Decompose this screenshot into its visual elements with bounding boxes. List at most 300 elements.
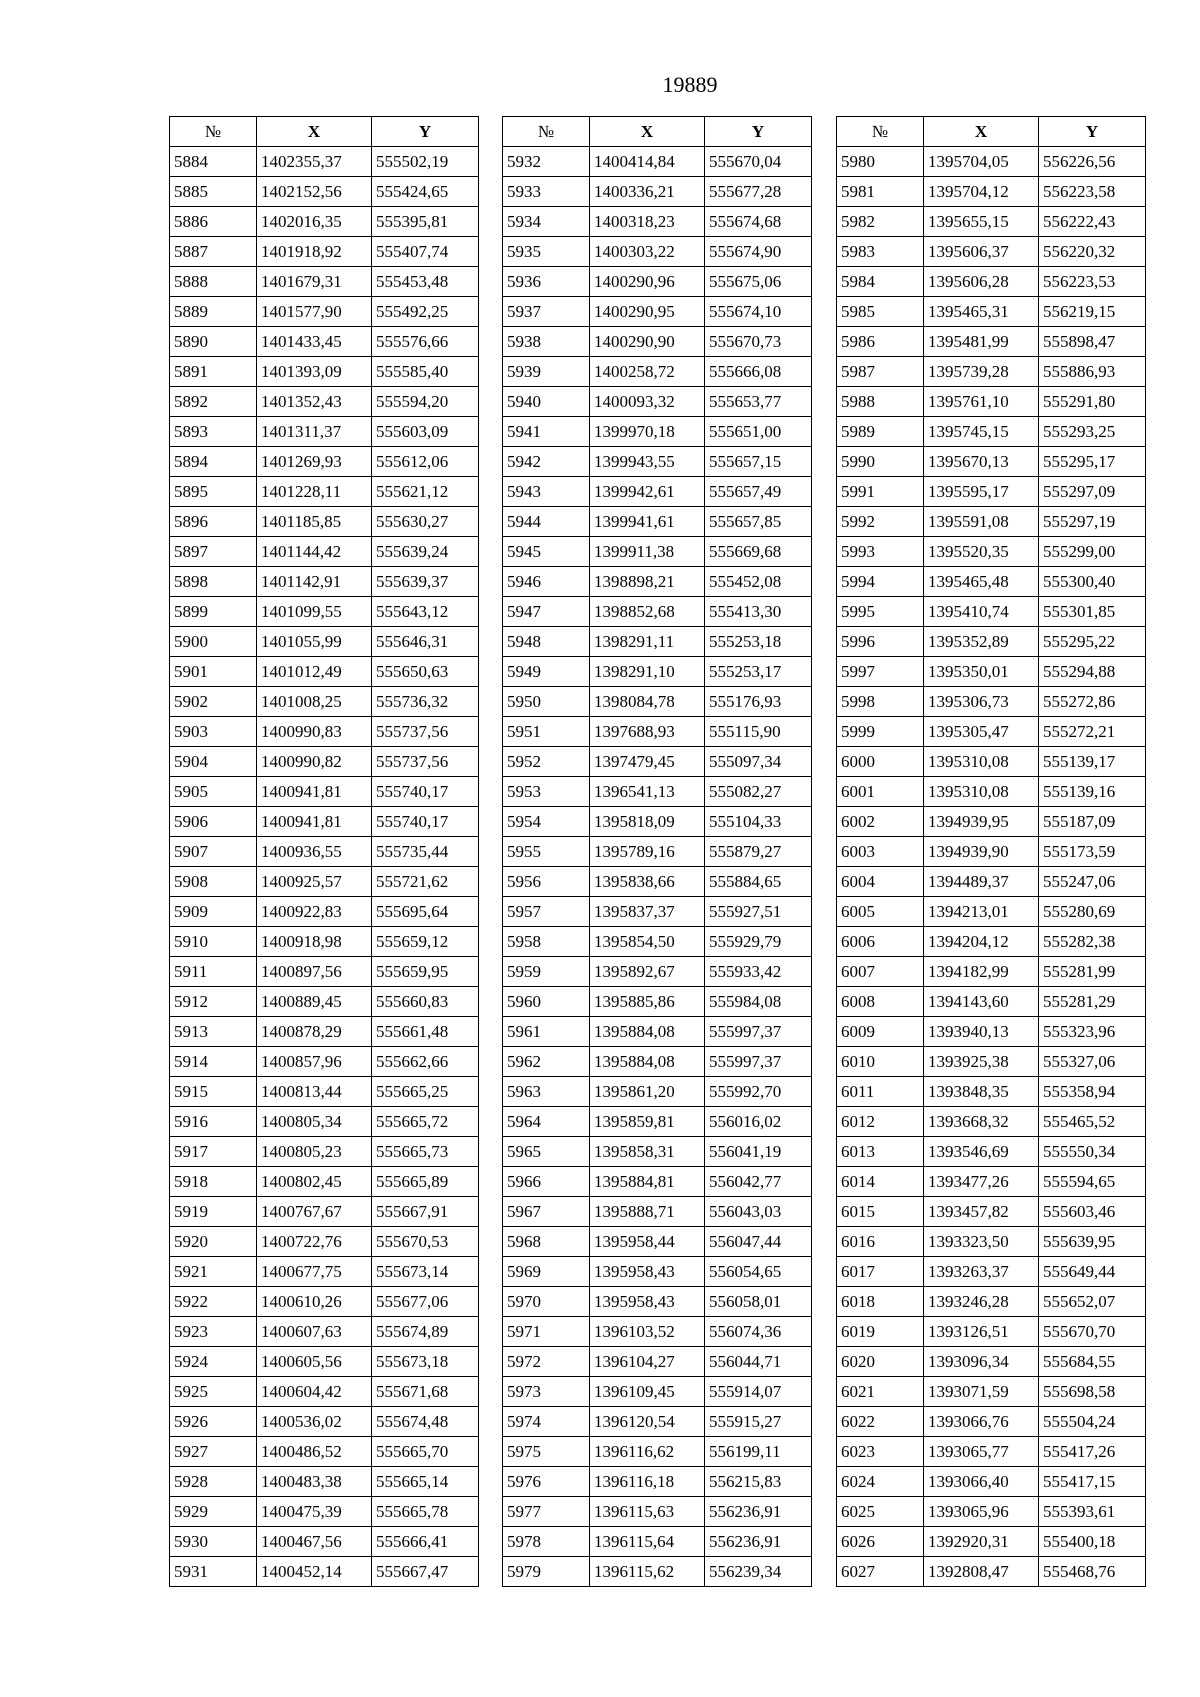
y-coordinate-cell: 555933,42: [705, 957, 812, 987]
table-body: [503, 147, 812, 1587]
table-row: [503, 1497, 812, 1527]
header-number: №: [503, 117, 590, 147]
x-coordinate-cell: 1395958,43: [590, 1257, 705, 1287]
y-coordinate-cell: 555651,00: [705, 417, 812, 447]
x-coordinate-cell: 1396115,63: [590, 1497, 705, 1527]
x-coordinate-cell: 1396116,18: [590, 1467, 705, 1497]
point-number-cell: 5946: [503, 567, 590, 597]
table-row: [503, 1557, 812, 1587]
table-row: [503, 1377, 812, 1407]
point-number-cell: 6012: [837, 1107, 924, 1137]
header-number: №: [170, 117, 257, 147]
x-coordinate-cell: 1397479,45: [590, 747, 705, 777]
table-row: [503, 897, 812, 927]
point-number-cell: 5954: [503, 807, 590, 837]
table-row: [503, 747, 812, 777]
x-coordinate-cell: 1395854,50: [590, 927, 705, 957]
table-row: [503, 537, 812, 567]
x-coordinate-cell: 1396541,13: [590, 777, 705, 807]
table-row: [837, 1047, 1146, 1077]
x-coordinate-cell: 1395838,66: [590, 867, 705, 897]
table-row: [170, 627, 479, 657]
x-coordinate-cell: 1400290,96: [590, 267, 705, 297]
table-row: [837, 1017, 1146, 1047]
point-number-cell: 6022: [837, 1407, 924, 1437]
point-number-cell: 5994: [837, 567, 924, 597]
point-number-cell: 5972: [503, 1347, 590, 1377]
table-row: [170, 957, 479, 987]
x-coordinate-cell: 1400475,39: [257, 1497, 372, 1527]
y-coordinate-cell: 555173,59: [1039, 837, 1146, 867]
table-row: [170, 1437, 479, 1467]
table-row: [503, 1437, 812, 1467]
x-coordinate-cell: 1401352,43: [257, 387, 372, 417]
y-coordinate-cell: 555603,46: [1039, 1197, 1146, 1227]
x-coordinate-cell: 1393071,59: [924, 1377, 1039, 1407]
y-coordinate-cell: 555453,48: [372, 267, 479, 297]
point-number-cell: 5949: [503, 657, 590, 687]
table-row: [837, 207, 1146, 237]
y-coordinate-cell: 555675,06: [705, 267, 812, 297]
x-coordinate-cell: 1399970,18: [590, 417, 705, 447]
point-number-cell: 6001: [837, 777, 924, 807]
y-coordinate-cell: 555886,93: [1039, 357, 1146, 387]
point-number-cell: 5890: [170, 327, 257, 357]
coordinates-table-3: [836, 116, 1146, 1587]
x-coordinate-cell: 1401055,99: [257, 627, 372, 657]
coordinates-table-2: [502, 116, 812, 1587]
x-coordinate-cell: 1395350,01: [924, 657, 1039, 687]
point-number-cell: 5907: [170, 837, 257, 867]
table-row: [503, 567, 812, 597]
point-number-cell: 5981: [837, 177, 924, 207]
x-coordinate-cell: 1393477,26: [924, 1167, 1039, 1197]
y-coordinate-cell: 556042,77: [705, 1167, 812, 1197]
x-coordinate-cell: 1395958,44: [590, 1227, 705, 1257]
table-body: [170, 147, 479, 1587]
table-row: [170, 687, 479, 717]
table-row: [503, 297, 812, 327]
x-coordinate-cell: 1401144,42: [257, 537, 372, 567]
y-coordinate-cell: 555272,86: [1039, 687, 1146, 717]
y-coordinate-cell: 555659,12: [372, 927, 479, 957]
point-number-cell: 5999: [837, 717, 924, 747]
table-row: [503, 807, 812, 837]
x-coordinate-cell: 1400290,90: [590, 327, 705, 357]
point-number-cell: 6011: [837, 1077, 924, 1107]
y-coordinate-cell: 555898,47: [1039, 327, 1146, 357]
x-coordinate-cell: 1400802,45: [257, 1167, 372, 1197]
point-number-cell: 5911: [170, 957, 257, 987]
point-number-cell: 5923: [170, 1317, 257, 1347]
y-coordinate-cell: 555670,53: [372, 1227, 479, 1257]
table-row: [837, 837, 1146, 867]
point-number-cell: 5934: [503, 207, 590, 237]
y-coordinate-cell: 555630,27: [372, 507, 479, 537]
table-row: [503, 1257, 812, 1287]
table-header-row: [503, 117, 812, 147]
point-number-cell: 5892: [170, 387, 257, 417]
point-number-cell: 5986: [837, 327, 924, 357]
table-row: [170, 237, 479, 267]
point-number-cell: 6018: [837, 1287, 924, 1317]
x-coordinate-cell: 1400677,75: [257, 1257, 372, 1287]
x-coordinate-cell: 1395888,71: [590, 1197, 705, 1227]
point-number-cell: 5914: [170, 1047, 257, 1077]
table-row: [170, 267, 479, 297]
table-row: [503, 147, 812, 177]
y-coordinate-cell: 555393,61: [1039, 1497, 1146, 1527]
point-number-cell: 5947: [503, 597, 590, 627]
x-coordinate-cell: 1395465,31: [924, 297, 1039, 327]
y-coordinate-cell: 555669,68: [705, 537, 812, 567]
point-number-cell: 6023: [837, 1437, 924, 1467]
y-coordinate-cell: 555358,94: [1039, 1077, 1146, 1107]
x-coordinate-cell: 1394204,12: [924, 927, 1039, 957]
point-number-cell: 5992: [837, 507, 924, 537]
table-row: [170, 1257, 479, 1287]
point-number-cell: 5996: [837, 627, 924, 657]
x-coordinate-cell: 1401012,49: [257, 657, 372, 687]
x-coordinate-cell: 1399942,61: [590, 477, 705, 507]
table-row: [503, 267, 812, 297]
x-coordinate-cell: 1395745,15: [924, 417, 1039, 447]
x-coordinate-cell: 1400805,23: [257, 1137, 372, 1167]
x-coordinate-cell: 1396104,27: [590, 1347, 705, 1377]
point-number-cell: 5896: [170, 507, 257, 537]
x-coordinate-cell: 1395884,81: [590, 1167, 705, 1197]
table-row: [837, 1437, 1146, 1467]
point-number-cell: 5965: [503, 1137, 590, 1167]
point-number-cell: 5921: [170, 1257, 257, 1287]
y-coordinate-cell: 556236,91: [705, 1527, 812, 1557]
point-number-cell: 5985: [837, 297, 924, 327]
y-coordinate-cell: 555281,99: [1039, 957, 1146, 987]
point-number-cell: 5935: [503, 237, 590, 267]
header-y: Y: [1039, 117, 1146, 147]
table-row: [170, 147, 479, 177]
point-number-cell: 5913: [170, 1017, 257, 1047]
point-number-cell: 5919: [170, 1197, 257, 1227]
x-coordinate-cell: 1393848,35: [924, 1077, 1039, 1107]
table-row: [837, 177, 1146, 207]
x-coordinate-cell: 1395739,28: [924, 357, 1039, 387]
table-row: [170, 537, 479, 567]
point-number-cell: 5943: [503, 477, 590, 507]
point-number-cell: 5894: [170, 447, 257, 477]
table-row: [170, 387, 479, 417]
x-coordinate-cell: 1395410,74: [924, 597, 1039, 627]
x-coordinate-cell: 1396120,54: [590, 1407, 705, 1437]
table-row: [503, 207, 812, 237]
point-number-cell: 5970: [503, 1287, 590, 1317]
table-row: [170, 1347, 479, 1377]
table-row: [170, 327, 479, 357]
table-row: [503, 387, 812, 417]
x-coordinate-cell: 1400536,02: [257, 1407, 372, 1437]
x-coordinate-cell: 1395818,09: [590, 807, 705, 837]
point-number-cell: 5903: [170, 717, 257, 747]
y-coordinate-cell: 556223,53: [1039, 267, 1146, 297]
x-coordinate-cell: 1401311,37: [257, 417, 372, 447]
table-row: [503, 1317, 812, 1347]
table-row: [503, 1167, 812, 1197]
point-number-cell: 5989: [837, 417, 924, 447]
table-row: [170, 177, 479, 207]
x-coordinate-cell: 1398291,11: [590, 627, 705, 657]
x-coordinate-cell: 1394213,01: [924, 897, 1039, 927]
table-row: [503, 597, 812, 627]
table-row: [503, 987, 812, 1017]
x-coordinate-cell: 1398852,68: [590, 597, 705, 627]
x-coordinate-cell: 1401393,09: [257, 357, 372, 387]
table-row: [170, 597, 479, 627]
point-number-cell: 5984: [837, 267, 924, 297]
y-coordinate-cell: 556044,71: [705, 1347, 812, 1377]
point-number-cell: 5899: [170, 597, 257, 627]
x-coordinate-cell: 1395858,31: [590, 1137, 705, 1167]
table-row: [503, 237, 812, 267]
point-number-cell: 5909: [170, 897, 257, 927]
y-coordinate-cell: 555282,38: [1039, 927, 1146, 957]
point-number-cell: 6016: [837, 1227, 924, 1257]
y-coordinate-cell: 555187,09: [1039, 807, 1146, 837]
x-coordinate-cell: 1400922,83: [257, 897, 372, 927]
y-coordinate-cell: 556236,91: [705, 1497, 812, 1527]
table-header-row: [837, 117, 1146, 147]
point-number-cell: 5924: [170, 1347, 257, 1377]
y-coordinate-cell: 555670,70: [1039, 1317, 1146, 1347]
y-coordinate-cell: 555465,52: [1039, 1107, 1146, 1137]
point-number-cell: 5938: [503, 327, 590, 357]
x-coordinate-cell: 1394182,99: [924, 957, 1039, 987]
table-row: [170, 1047, 479, 1077]
y-coordinate-cell: 555884,65: [705, 867, 812, 897]
x-coordinate-cell: 1395481,99: [924, 327, 1039, 357]
point-number-cell: 5980: [837, 147, 924, 177]
point-number-cell: 5922: [170, 1287, 257, 1317]
y-coordinate-cell: 555424,65: [372, 177, 479, 207]
table-row: [837, 927, 1146, 957]
x-coordinate-cell: 1401228,11: [257, 477, 372, 507]
x-coordinate-cell: 1400258,72: [590, 357, 705, 387]
y-coordinate-cell: 555139,17: [1039, 747, 1146, 777]
x-coordinate-cell: 1400483,38: [257, 1467, 372, 1497]
point-number-cell: 5983: [837, 237, 924, 267]
x-coordinate-cell: 1396109,45: [590, 1377, 705, 1407]
x-coordinate-cell: 1398898,21: [590, 567, 705, 597]
point-number-cell: 5931: [170, 1557, 257, 1587]
table-row: [837, 1407, 1146, 1437]
y-coordinate-cell: 555879,27: [705, 837, 812, 867]
table-row: [170, 417, 479, 447]
point-number-cell: 5904: [170, 747, 257, 777]
x-coordinate-cell: 1400918,98: [257, 927, 372, 957]
x-coordinate-cell: 1395591,08: [924, 507, 1039, 537]
y-coordinate-cell: 555097,34: [705, 747, 812, 777]
table-row: [837, 357, 1146, 387]
table-row: [503, 357, 812, 387]
y-coordinate-cell: 555735,44: [372, 837, 479, 867]
point-number-cell: 5916: [170, 1107, 257, 1137]
y-coordinate-cell: 555666,08: [705, 357, 812, 387]
table-row: [837, 1107, 1146, 1137]
table-row: [170, 1317, 479, 1347]
table-row: [837, 597, 1146, 627]
point-number-cell: 5895: [170, 477, 257, 507]
table-row: [503, 1287, 812, 1317]
table-row: [170, 1137, 479, 1167]
point-number-cell: 5974: [503, 1407, 590, 1437]
table-row: [837, 237, 1146, 267]
y-coordinate-cell: 555299,00: [1039, 537, 1146, 567]
x-coordinate-cell: 1395606,37: [924, 237, 1039, 267]
y-coordinate-cell: 555400,18: [1039, 1527, 1146, 1557]
table-row: [503, 1527, 812, 1557]
x-coordinate-cell: 1400813,44: [257, 1077, 372, 1107]
y-coordinate-cell: 555665,72: [372, 1107, 479, 1137]
y-coordinate-cell: 555927,51: [705, 897, 812, 927]
point-number-cell: 5888: [170, 267, 257, 297]
y-coordinate-cell: 556043,03: [705, 1197, 812, 1227]
point-number-cell: 5953: [503, 777, 590, 807]
x-coordinate-cell: 1395310,08: [924, 777, 1039, 807]
point-number-cell: 5967: [503, 1197, 590, 1227]
table-row: [837, 747, 1146, 777]
table-row: [837, 537, 1146, 567]
y-coordinate-cell: 556239,34: [705, 1557, 812, 1587]
y-coordinate-cell: 555504,24: [1039, 1407, 1146, 1437]
y-coordinate-cell: 555665,73: [372, 1137, 479, 1167]
x-coordinate-cell: 1400941,81: [257, 777, 372, 807]
table-row: [503, 777, 812, 807]
y-coordinate-cell: 555291,80: [1039, 387, 1146, 417]
table-row: [170, 807, 479, 837]
y-coordinate-cell: 555502,19: [372, 147, 479, 177]
point-number-cell: 6025: [837, 1497, 924, 1527]
y-coordinate-cell: 555407,74: [372, 237, 479, 267]
point-number-cell: 5897: [170, 537, 257, 567]
table-row: [503, 867, 812, 897]
x-coordinate-cell: 1393246,28: [924, 1287, 1039, 1317]
table-row: [503, 417, 812, 447]
point-number-cell: 5990: [837, 447, 924, 477]
x-coordinate-cell: 1394939,90: [924, 837, 1039, 867]
point-number-cell: 5969: [503, 1257, 590, 1287]
x-coordinate-cell: 1395306,73: [924, 687, 1039, 717]
table-row: [837, 1197, 1146, 1227]
point-number-cell: 5928: [170, 1467, 257, 1497]
y-coordinate-cell: 555677,28: [705, 177, 812, 207]
table-header-row: [170, 117, 479, 147]
x-coordinate-cell: 1400303,22: [590, 237, 705, 267]
table-row: [837, 987, 1146, 1017]
point-number-cell: 6006: [837, 927, 924, 957]
y-coordinate-cell: 555492,25: [372, 297, 479, 327]
table-row: [170, 1467, 479, 1497]
y-coordinate-cell: 555295,22: [1039, 627, 1146, 657]
x-coordinate-cell: 1400990,83: [257, 717, 372, 747]
x-coordinate-cell: 1399911,38: [590, 537, 705, 567]
table-row: [837, 867, 1146, 897]
y-coordinate-cell: 555646,31: [372, 627, 479, 657]
x-coordinate-cell: 1400610,26: [257, 1287, 372, 1317]
x-coordinate-cell: 1401433,45: [257, 327, 372, 357]
x-coordinate-cell: 1400897,56: [257, 957, 372, 987]
x-coordinate-cell: 1400990,82: [257, 747, 372, 777]
y-coordinate-cell: 555657,15: [705, 447, 812, 477]
y-coordinate-cell: 556041,19: [705, 1137, 812, 1167]
point-number-cell: 5901: [170, 657, 257, 687]
point-number-cell: 5976: [503, 1467, 590, 1497]
point-number-cell: 5939: [503, 357, 590, 387]
x-coordinate-cell: 1393126,51: [924, 1317, 1039, 1347]
point-number-cell: 5929: [170, 1497, 257, 1527]
x-coordinate-cell: 1400722,76: [257, 1227, 372, 1257]
point-number-cell: 5998: [837, 687, 924, 717]
x-coordinate-cell: 1400093,32: [590, 387, 705, 417]
point-number-cell: 5937: [503, 297, 590, 327]
y-coordinate-cell: 555674,68: [705, 207, 812, 237]
table-row: [503, 1347, 812, 1377]
coordinates-table-1: [169, 116, 479, 1587]
table-row: [503, 447, 812, 477]
point-number-cell: 5886: [170, 207, 257, 237]
table-row: [503, 957, 812, 987]
y-coordinate-cell: 555929,79: [705, 927, 812, 957]
table-row: [837, 627, 1146, 657]
x-coordinate-cell: 1392808,47: [924, 1557, 1039, 1587]
point-number-cell: 5979: [503, 1557, 590, 1587]
y-coordinate-cell: 555300,40: [1039, 567, 1146, 597]
table-row: [170, 1077, 479, 1107]
y-coordinate-cell: 555621,12: [372, 477, 479, 507]
x-coordinate-cell: 1393457,82: [924, 1197, 1039, 1227]
table-row: [837, 1287, 1146, 1317]
table-row: [503, 627, 812, 657]
table-row: [170, 1017, 479, 1047]
x-coordinate-cell: 1393940,13: [924, 1017, 1039, 1047]
y-coordinate-cell: 555417,26: [1039, 1437, 1146, 1467]
y-coordinate-cell: 555413,30: [705, 597, 812, 627]
point-number-cell: 5995: [837, 597, 924, 627]
y-coordinate-cell: 555665,25: [372, 1077, 479, 1107]
table-row: [170, 567, 479, 597]
y-coordinate-cell: 555674,89: [372, 1317, 479, 1347]
y-coordinate-cell: 555294,88: [1039, 657, 1146, 687]
y-coordinate-cell: 555327,06: [1039, 1047, 1146, 1077]
header-x: X: [924, 117, 1039, 147]
y-coordinate-cell: 555698,58: [1039, 1377, 1146, 1407]
x-coordinate-cell: 1393065,96: [924, 1497, 1039, 1527]
table-row: [170, 1497, 479, 1527]
y-coordinate-cell: 555659,95: [372, 957, 479, 987]
x-coordinate-cell: 1400318,23: [590, 207, 705, 237]
point-number-cell: 6000: [837, 747, 924, 777]
y-coordinate-cell: 555740,17: [372, 807, 479, 837]
table-row: [837, 657, 1146, 687]
x-coordinate-cell: 1400767,67: [257, 1197, 372, 1227]
y-coordinate-cell: 556222,43: [1039, 207, 1146, 237]
x-coordinate-cell: 1393263,37: [924, 1257, 1039, 1287]
point-number-cell: 5925: [170, 1377, 257, 1407]
table-row: [837, 447, 1146, 477]
x-coordinate-cell: 1398084,78: [590, 687, 705, 717]
y-coordinate-cell: 555915,27: [705, 1407, 812, 1437]
table-row: [503, 177, 812, 207]
y-coordinate-cell: 555674,10: [705, 297, 812, 327]
x-coordinate-cell: 1396115,64: [590, 1527, 705, 1557]
